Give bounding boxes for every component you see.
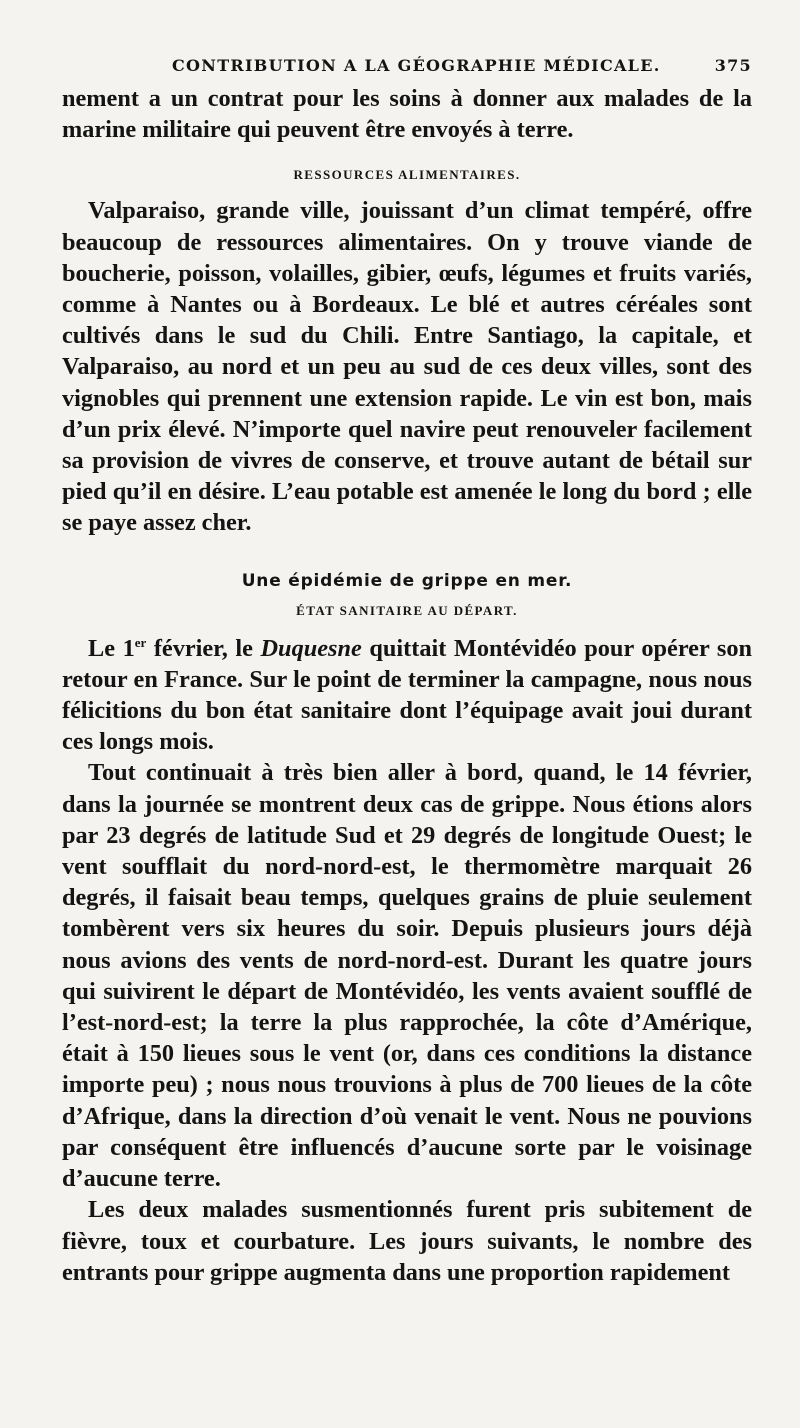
running-title: CONTRIBUTION A LA GÉOGRAPHIE MÉDICALE. <box>172 56 661 75</box>
paragraph-valparaiso: Valparaiso, grande ville, jouissant d’un climat tempéré, offre beaucoup de ressources alimentaires. On y trouve viande de boucherie, poisson, volailles, gibier, œufs, légumes et fruits variés, comme à Nantes ou à Bordeaux. Le blé et autres céréales sont cultivés dans le sud du Chili. Entre Santiago, la capitale, et Valparaiso, au nord et un peu au sud de ces deux villes, sont des vignobles qui prennent une extension rapide. Le vin est bon, mais d’un prix élevé. N’importe quel navire peut renouveler facilement sa provision de vivres de conserve, et trouve autant de bétail sur pied qu’il en désire. L’eau potable est amenée le long du bord ; elle se paye assez cher. <box>62 197 752 537</box>
page-number: 375 <box>714 56 752 75</box>
section-heading-ressources: RESSOURCES ALIMENTAIRES. <box>293 167 521 183</box>
subsection-heading-etat: ÉTAT SANITAIRE AU DÉPART. <box>296 602 518 618</box>
ordinal-superscript: er <box>134 634 147 650</box>
paragraph-continuation: nement a un contrat pour les soins à donner aux malades de la marine militaire qui peuvent être envoyés à terre. <box>62 85 752 144</box>
ship-name: Duquesne <box>260 634 362 662</box>
book-page <box>62 56 752 1288</box>
para-text-start: Le 1 <box>88 634 135 662</box>
para-text-mid: février, le <box>146 634 261 662</box>
paragraph-grippe-onset: Tout continuait à très bien aller à bord, quand, le 14 février, dans la journée se montrent deux cas de grippe. Nous étions alors par 23 degrés de latitude Sud et 29 degrés de longitude Ouest; le vent soufflait du nord-nord-est, le thermomètre marquait 26 degrés, il faisait beau temps, quelques grains de pluie seulement tombèrent vers six heures du soir. Depuis plusieurs jours déjà nous avions des vents de nord-nord-est. Durant les quatre jours qui suivirent le départ de Montévidéo, les vents avaient soufflé de l’est-nord-est; la terre la plus rapprochée, la côte d’Amérique, était à 150 lieues sous le vent (or, dans ces conditions la distance importe peu) ; nous nous trouvions à plus de 700 lieues de la côte d’Afrique, dans la direction d’où venait le vent. Nous ne pouvions par conséquent être influencés d’aucune sorte par le voisinage d’aucune terre. <box>62 759 752 1193</box>
paragraph-depart <box>62 633 752 758</box>
paragraph-malades: Les deux malades susmentionnés furent pris subitement de fièvre, toux et courbature. Les jours suivants, le nombre des entrants pour grippe augmenta dans une proportion rapidement <box>62 1196 752 1286</box>
section-heading-epidemie: Une épidémie de grippe en mer. <box>241 570 573 591</box>
running-header <box>62 56 752 75</box>
para-text-end: quittait Montévidéo pour opérer son retour en France. Sur le point de terminer la campagne, nous nous félicitions du bon état sanitaire dont l’équipage avait joui durant ces longs mois. <box>62 634 752 756</box>
